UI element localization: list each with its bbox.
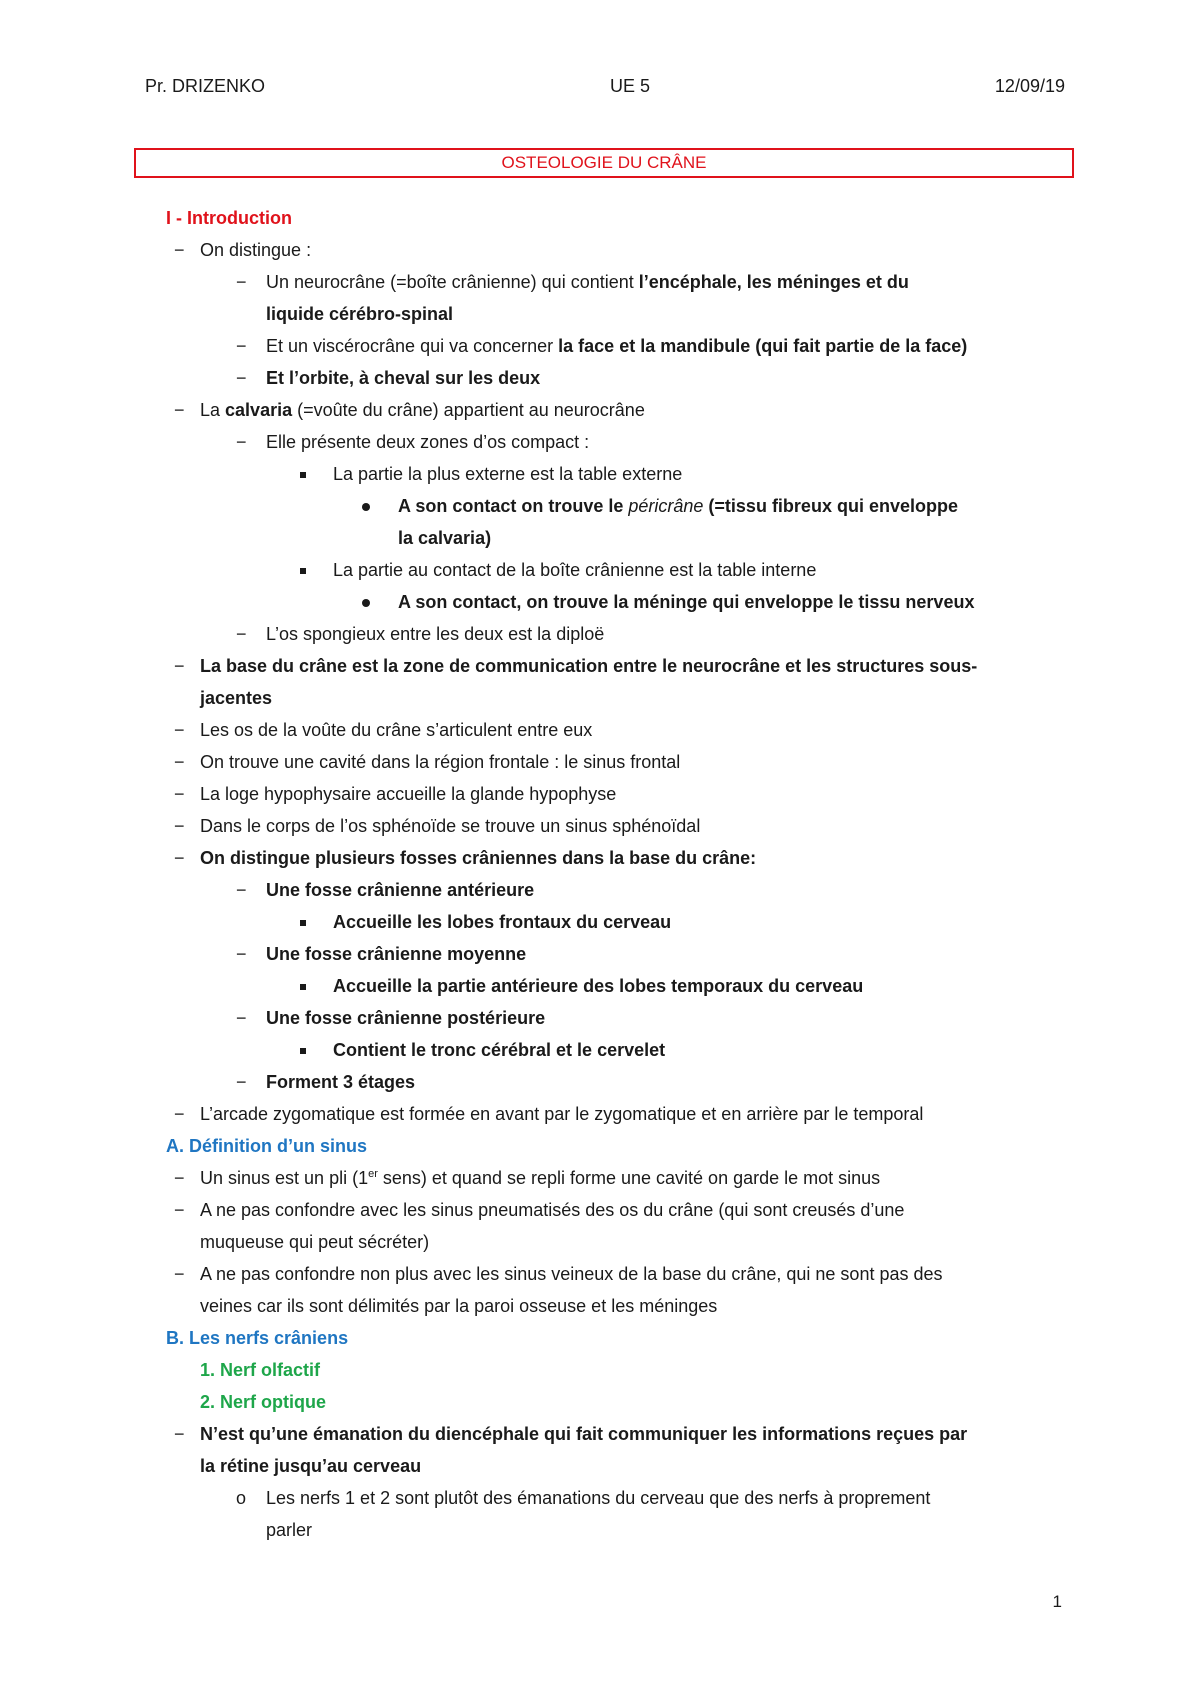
text-segment: Un sinus est un pli (1: [200, 1168, 369, 1188]
section-heading: [166, 1322, 348, 1354]
line-text: [333, 970, 863, 1002]
document-body: [0, 202, 1200, 1546]
text-segment: L’os spongieux entre les deux est la diploë: [266, 624, 605, 644]
text-segment: Les os de la voûte du crâne s’articulent entre eux: [200, 720, 593, 740]
dash-bullet-icon: −: [236, 1072, 247, 1092]
text-line: [0, 714, 1200, 746]
text-line: [0, 1258, 1200, 1290]
text-line: [0, 298, 1200, 330]
text-line: [0, 330, 1200, 362]
text-line: [0, 1226, 1200, 1258]
dash-bullet-icon: −: [236, 944, 247, 964]
line-text: [200, 1226, 429, 1258]
dash-bullet-icon: −: [174, 816, 185, 836]
text-segment: N’est qu’une émanation du diencéphale qui fait communiquer les informations reçues par: [200, 1424, 968, 1444]
dot-bullet-icon: [362, 490, 370, 522]
line-text: [200, 714, 592, 746]
text-line: [0, 618, 1200, 650]
text-line: [0, 746, 1200, 778]
text-segment: Une fosse crânienne postérieure: [266, 1008, 546, 1028]
text-segment: la rétine jusqu’au cerveau: [200, 1456, 422, 1476]
line-text: [200, 1418, 967, 1450]
text-segment: Dans le corps de l’os sphénoïde se trouve un sinus sphénoïdal: [200, 816, 701, 836]
square-bullet-icon: [300, 970, 306, 1002]
text-line: [0, 362, 1200, 394]
dash-bullet-icon: −: [174, 1104, 185, 1124]
text-segment: On distingue :: [200, 240, 312, 260]
text-segment: calvaria: [225, 400, 293, 420]
line-text: [333, 554, 816, 586]
dash-bullet-icon: −: [236, 880, 247, 900]
line-text: [200, 1450, 421, 1482]
line-text: [200, 394, 645, 426]
text-line: [0, 1130, 1200, 1162]
text-line: [0, 1066, 1200, 1098]
text-segment: A son contact on trouve le: [398, 496, 629, 516]
text-segment: Contient le tronc cérébral et le cervelet: [333, 1040, 666, 1060]
dash-bullet-icon: −: [174, 720, 185, 740]
text-segment: sens) et quand se repli forme une cavité on garde le mot sinus: [377, 1168, 881, 1188]
text-line: [0, 1450, 1200, 1482]
text-line: [0, 1162, 1200, 1194]
text-segment: 2. Nerf optique: [200, 1392, 327, 1412]
circle-bullet-icon: o: [236, 1488, 247, 1508]
section-heading: [200, 1386, 326, 1418]
line-text: [266, 618, 604, 650]
text-line: [0, 522, 1200, 554]
title-box: [134, 148, 1074, 178]
text-segment: Elle présente deux zones d’os compact :: [266, 432, 590, 452]
line-text: [398, 522, 491, 554]
line-text: [398, 586, 974, 618]
line-text: [200, 810, 700, 842]
line-text: [333, 458, 682, 490]
text-line: [0, 458, 1200, 490]
text-segment: La: [200, 400, 226, 420]
text-segment: A son contact, on trouve la méninge qui enveloppe le tissu nerveux: [398, 592, 975, 612]
text-segment: A. Définition d’un sinus: [166, 1136, 367, 1156]
dash-bullet-icon: −: [174, 240, 185, 260]
text-line: [0, 874, 1200, 906]
text-segment: péricrâne: [628, 496, 704, 516]
text-line: [0, 970, 1200, 1002]
square-bullet-icon: [300, 458, 306, 490]
text-segment: Une fosse crânienne moyenne: [266, 944, 527, 964]
square-bullet-icon: [300, 554, 306, 586]
text-segment: La partie la plus externe est la table externe: [333, 464, 683, 484]
line-text: [333, 906, 671, 938]
text-line: [0, 906, 1200, 938]
text-segment: Une fosse crânienne antérieure: [266, 880, 535, 900]
section-heading: [166, 202, 292, 234]
square-bullet-icon: [300, 906, 306, 938]
text-line: [0, 1002, 1200, 1034]
section-heading: [200, 1354, 320, 1386]
line-text: [266, 426, 589, 458]
line-text: [266, 874, 534, 906]
text-line: [0, 1418, 1200, 1450]
text-segment: 1. Nerf olfactif: [200, 1360, 321, 1380]
text-line: [0, 1290, 1200, 1322]
line-text: [266, 1514, 312, 1546]
line-text: [266, 1066, 415, 1098]
text-segment: L’arcade zygomatique est formée en avant par le zygomatique et en arrière par le temporal: [200, 1104, 924, 1124]
text-line: [0, 490, 1200, 522]
line-text: [333, 1034, 665, 1066]
line-text: [266, 266, 909, 298]
page-number: 1: [1052, 1592, 1062, 1611]
text-line: [0, 1194, 1200, 1226]
text-segment: On distingue plusieurs fosses crâniennes dans la base du crâne:: [200, 848, 757, 868]
line-text: [200, 682, 272, 714]
dot-bullet-icon: [362, 586, 370, 618]
line-text: [200, 746, 680, 778]
text-segment: La base du crâne est la zone de communication entre le neurocrâne et les structures sous-: [200, 656, 978, 676]
dash-bullet-icon: −: [174, 656, 185, 676]
dash-bullet-icon: −: [174, 752, 185, 772]
text-segment: veines car ils sont délimités par la paroi osseuse et les méninges: [200, 1296, 718, 1316]
text-segment: Et l’orbite, à cheval sur les deux: [266, 368, 541, 388]
text-segment: Et un viscérocrâne qui va concerner: [266, 336, 559, 356]
text-line: [0, 1322, 1200, 1354]
text-line: [0, 778, 1200, 810]
text-segment: B. Les nerfs crâniens: [166, 1328, 349, 1348]
text-segment: Accueille la partie antérieure des lobes temporaux du cerveau: [333, 976, 864, 996]
line-text: [200, 842, 756, 874]
section-heading: [166, 1130, 367, 1162]
header-course: UE 5: [609, 76, 650, 96]
text-segment: (=voûte du crâne) appartient au neurocrâne: [292, 400, 645, 420]
header-author: Pr. DRIZENKO: [145, 76, 266, 96]
text-segment: A ne pas confondre avec les sinus pneumatisés des os du crâne (qui sont creusés d’une: [200, 1200, 905, 1220]
text-segment: liquide cérébro-spinal: [266, 304, 454, 324]
dash-bullet-icon: −: [236, 624, 247, 644]
dash-bullet-icon: −: [174, 1264, 185, 1284]
dash-bullet-icon: −: [174, 848, 185, 868]
line-text: [200, 778, 616, 810]
text-line: [0, 202, 1200, 234]
page-header: [145, 76, 1065, 97]
line-text: [266, 938, 526, 970]
text-segment: On trouve une cavité dans la région frontale : le sinus frontal: [200, 752, 681, 772]
dash-bullet-icon: −: [236, 1008, 247, 1028]
text-line: [0, 554, 1200, 586]
dash-bullet-icon: −: [236, 432, 247, 452]
line-text: [200, 1098, 923, 1130]
dash-bullet-icon: −: [174, 1168, 185, 1188]
dash-bullet-icon: −: [236, 272, 247, 292]
text-line: [0, 1514, 1200, 1546]
line-text: [266, 1002, 545, 1034]
text-segment: parler: [266, 1520, 313, 1540]
text-segment: Un neurocrâne (=boîte crânienne) qui contient: [266, 272, 639, 292]
header-date: 12/09/19: [994, 76, 1065, 96]
text-segment: muqueuse qui peut sécréter): [200, 1232, 430, 1252]
text-line: [0, 586, 1200, 618]
text-segment: Forment 3 étages: [266, 1072, 416, 1092]
text-segment: I - Introduction: [166, 208, 292, 228]
text-line: [0, 1386, 1200, 1418]
text-line: [0, 266, 1200, 298]
text-line: [0, 682, 1200, 714]
text-segment: Accueille les lobes frontaux du cerveau: [333, 912, 672, 932]
text-line: [0, 1034, 1200, 1066]
line-text: [200, 1194, 904, 1226]
dash-bullet-icon: −: [236, 336, 247, 356]
line-text: [200, 1258, 943, 1290]
text-line: [0, 394, 1200, 426]
line-text: [266, 298, 453, 330]
text-line: [0, 1098, 1200, 1130]
text-segment: Les nerfs 1 et 2 sont plutôt des émanations du cerveau que des nerfs à proprement: [266, 1488, 931, 1508]
line-text: [266, 1482, 930, 1514]
line-text: [266, 330, 967, 362]
square-bullet-icon: [300, 1034, 306, 1066]
text-segment: jacentes: [200, 688, 273, 708]
dash-bullet-icon: −: [174, 1424, 185, 1444]
line-text: [200, 1162, 880, 1194]
text-segment: La partie au contact de la boîte crânienne est la table interne: [333, 560, 817, 580]
text-segment: (=tissu fibreux qui enveloppe: [703, 496, 958, 516]
text-line: [0, 426, 1200, 458]
text-line: [0, 650, 1200, 682]
dash-bullet-icon: −: [174, 1200, 185, 1220]
text-segment: La loge hypophysaire accueille la glande hypophyse: [200, 784, 617, 804]
dash-bullet-icon: −: [174, 400, 185, 420]
line-text: [200, 1290, 717, 1322]
document-title: OSTEOLOGIE DU CRÂNE: [501, 153, 707, 172]
text-segment: l’encéphale, les méninges et du: [638, 272, 909, 292]
text-line: [0, 1354, 1200, 1386]
text-line: [0, 842, 1200, 874]
dash-bullet-icon: −: [174, 784, 185, 804]
text-line: [0, 1482, 1200, 1514]
line-text: [266, 362, 540, 394]
text-line: [0, 234, 1200, 266]
text-segment: la calvaria): [398, 528, 492, 548]
line-text: [200, 234, 311, 266]
line-text: [200, 650, 977, 682]
line-text: [398, 490, 958, 522]
text-segment: A ne pas confondre non plus avec les sinus veineux de la base du crâne, qui ne sont pas des: [200, 1264, 943, 1284]
dash-bullet-icon: −: [236, 368, 247, 388]
text-segment: er: [368, 1168, 378, 1180]
text-line: [0, 938, 1200, 970]
text-line: [0, 810, 1200, 842]
text-segment: la face et la mandibule (qui fait partie de la face): [558, 336, 968, 356]
